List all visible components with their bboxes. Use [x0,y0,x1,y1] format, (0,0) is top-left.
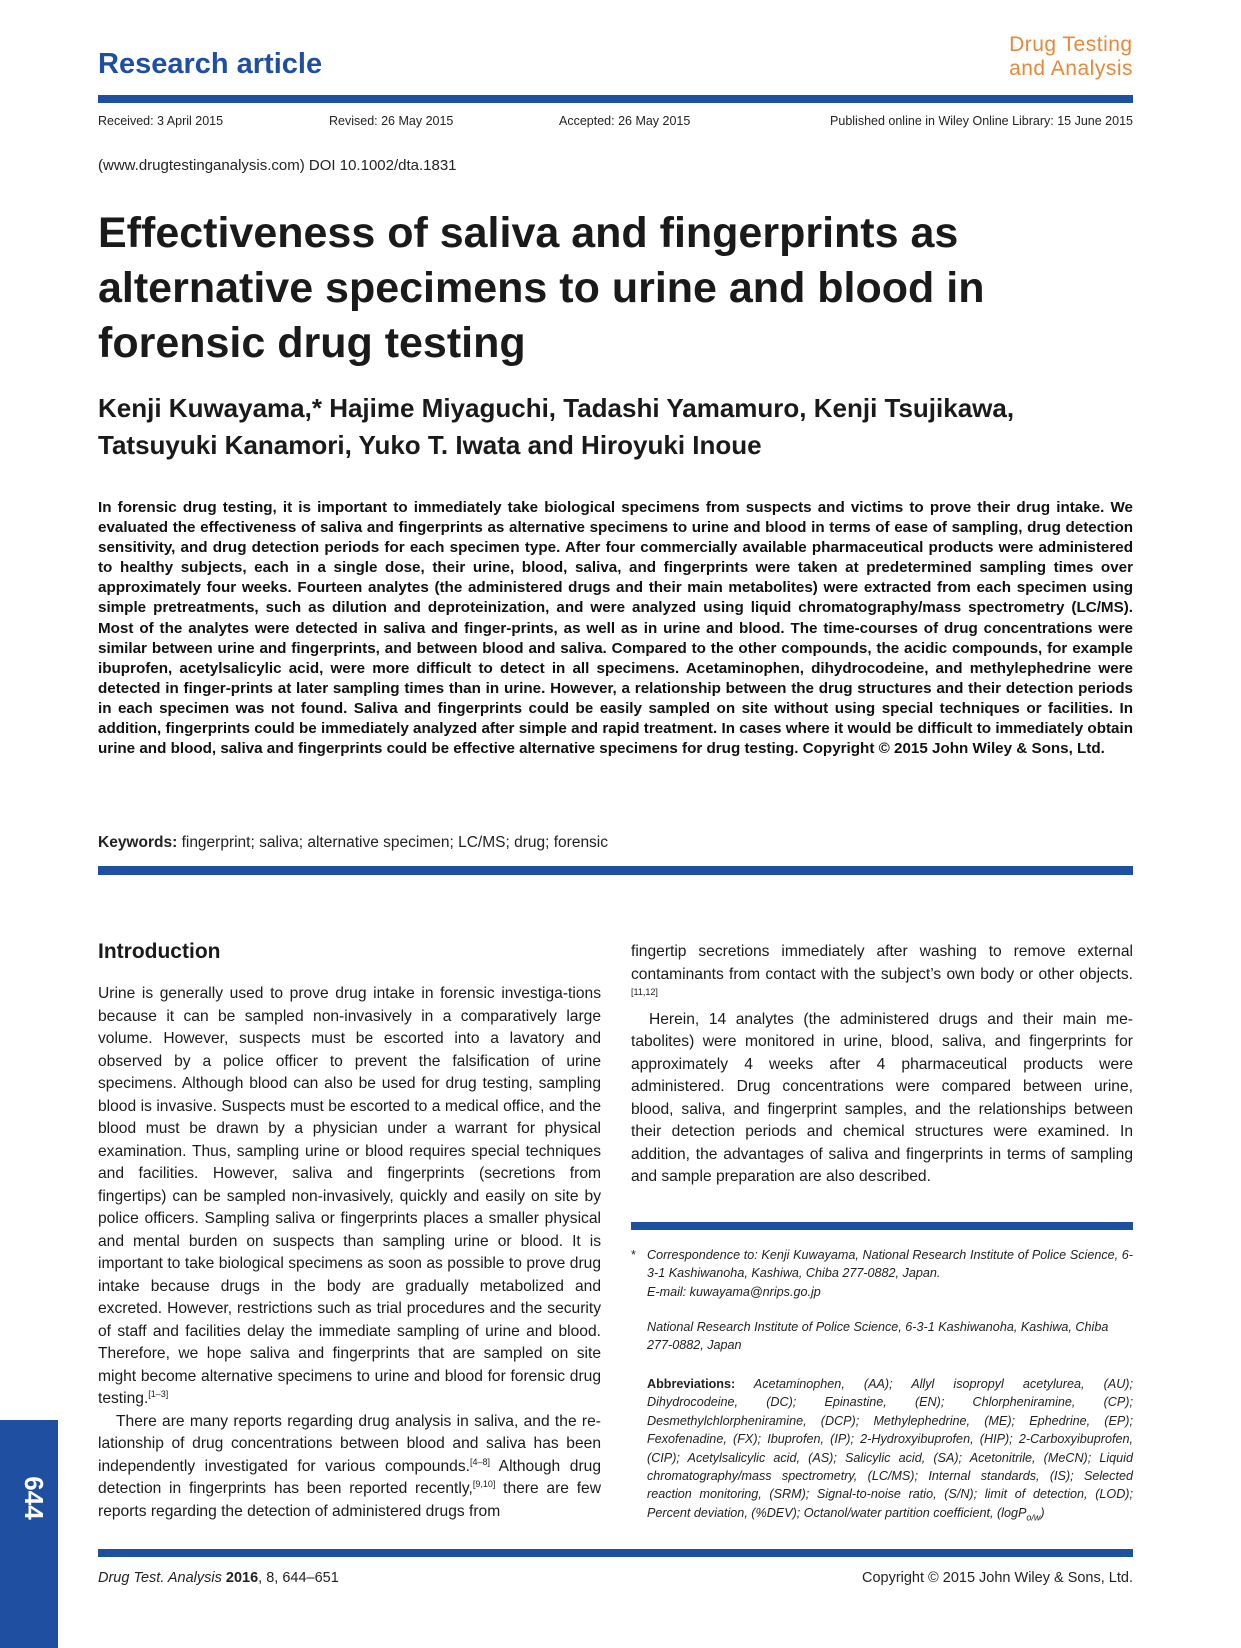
introduction-heading: Introduction [98,940,221,963]
citation: [4–8] [469,1456,490,1467]
footer-rule [98,1549,1133,1557]
intro-paragraph-1: Urine is generally used to prove drug intake in forensic investiga-tions because it can be sampled non-invasively in a comparatively large volume. However, suspects must be escorted into a lavatory and observed by a police officer to prevent the falsification of urine specimens. Although blood can also be used for drug testing, sampling blood is invasive. Suspects must be escorted to a medical office, and the blood must be drawn by a physician under a warrant for physical examination. Thus, sampling urine or blood requires special techniques and facilities. However, saliva and fingerprints (secretions from fingertips) can be sampled non-invasively, quickly and easily on site by police officers. Sampling saliva or fingerprints places a smaller physical and mental burden on suspects than sampling urine or blood. It is important to take biological specimens as soon as possible to prove drug intake because drugs in the body are gradually metabolized and excreted. However, restrictions such as trial procedures and the security of staff and facilities delay the immediate sampling of urine and blood. Therefore, we hope saliva and fingerprints that are sampled on site might become alternative specimens to urine and blood for forensic drug testing.[1–3] [98,985,601,1407]
left-column [98,983,601,1523]
revised-date: Revised: 26 May 2015 [329,114,454,128]
keywords-label: Keywords: [98,834,178,851]
header-rule [98,95,1133,103]
citation: [11,12] [631,986,658,997]
correspondence-email: E-mail: kuwayama@nrips.go.jp [647,1284,821,1299]
footnote-rule [631,1222,1133,1230]
abbreviations-label: Abbreviations: [647,1377,736,1391]
journal-citation [98,1570,339,1586]
institution-note: National Research Institute of Police Science, 6-3-1 Kashiwanoha, Kashiwa, Chiba 277-0882, Japan [647,1320,1109,1353]
intro-paragraph-2: There are many reports regarding drug analysis in saliva, and the re-lationship of drug concentrations between blood and saliva has been independently investigated for various compounds.[4–8] Although drug detection in fingerprints has been reported recently,[9,10] there are few reports regarding the detection of administered drugs from [98,1412,601,1520]
abstract: In forensic drug testing, it is important to immediately take biological specimens from suspects and victims to prove their drug intake. We evaluated the effectiveness of saliva and fingerprints as alternative specimens to urine and blood in terms of ease of sampling, drug detection sensitivity, and drug detection periods for each specimen type. After four commercially available pharmaceutical products were administered to healthy subjects, each in a single dose, their urine, blood, saliva, and fingerprints were taken at predetermined sampling times over approximately four weeks. Fourteen analytes (the administered drugs and their main metabolites) were extracted from each specimen using simple pretreatments, such as dilution and deproteinization, and were analyzed using liquid chromatography/mass spectrometry (LC/MS). Most of the analytes were detected in saliva and finger-prints, as well as in urine and blood. The time-courses of drug concentrations were similar between urine and fingerprints, and between blood and saliva. Compared to the other compounds, the acidic compounds, for example ibuprofen, acetylsalicylic acid, were more difficult to detect in all specimens. Acetaminophen, dihydrocodeine, and methylephedrine were detected in finger-prints at later sampling times than in urine. However, a relationship between the drug structures and their detection periods in each specimen was not found. Saliva and fingerprints could be easily sampled on site without using special techniques or facilities. In addition, fingerprints could be immediately analyzed after simple and rapid treatment. In cases where it would be difficult to immediately obtain urine and blood, saliva and fingerprints could be effective alternative specimens for drug testing. Copyright © 2015 John Wiley & Sons, Ltd. [98,499,1133,758]
journal-logo-line1: Drug Testing [1009,33,1133,56]
journal-logo [1009,33,1133,81]
received-date: Received: 3 April 2015 [98,114,224,128]
correspondence-text: Correspondence to: Kenji Kuwayama, National Research Institute of Police Science, 6-3-1 Kashiwanoha, Kashiwa, Chiba 277-0882, Japan. [647,1248,1133,1281]
footnote-star: * [631,1248,636,1262]
abstract-rule [98,866,1133,875]
keywords [98,834,608,852]
volume-pages: , 8, 644–651 [258,1570,339,1586]
doi-line: (www.drugtestinganalysis.com) DOI 10.1002/dta.1831 [98,157,457,174]
author-list: Kenji Kuwayama,* Hajime Miyaguchi, Tadashi Yamamuro, Kenji Tsujikawa, Tatsuyuki Kanamori, Yuko T. Iwata and Hiroyuki Inoue [98,393,1015,460]
page-number: 644 [19,1476,49,1520]
published-date: Published online in Wiley Online Library: 15 June 2015 [830,114,1133,128]
abbreviations-note: Abbreviations: Acetaminophen, (AA); Allyl isopropyl acetylurea, (AU); Dihydrocodeine, (DC); Epinastine, (EN); Chlorpheniramine, (CP); Desmethylchlorpheniramine, (DCP); Methylephedrine, (ME); Ephedrine, (EP); Fexofenadine, (FX); Ibuprofen, (IP); 2-Hydroxyibuprofen, (HIP); 2-Carboxyibuprofen, (CIP); Acetylsalicylic acid, (AS); Salicylic acid, (SA); Acetonitrile, (MeCN); Liquid chromatography/mass spectrometry, (LC/MS); Internal standards, (IS); Selected reaction monitoring, (SRM); Signal-to-noise ratio, (S/N); limit of detection, (LOD); Percent deviation, (%DEV); Octanol/water partition coefficient, (logP$_{o/w}$) [647,1377,1133,1523]
accepted-date: Accepted: 26 May 2015 [559,114,691,128]
right-column [631,941,1133,1189]
article-title: Effectiveness of saliva and fingerprints as alternative specimens to urine and blood in forensic drug testing [98,209,985,367]
copyright-notice: Copyright © 2015 John Wiley & Sons, Ltd. [861,1570,1133,1586]
journal-logo-line2: and Analysis [1009,57,1133,80]
intro-paragraph-3: Herein, 14 analytes (the administered drugs and their main me-tabolites) were monitored in urine, blood, saliva, and fingerprints for approximately 4 weeks after 4 pharmaceutical products were administered. Drug concentrations were compared between urine, blood, saliva, and fingerprint samples, and the relationships between their detection periods and chemical structures were examined. In addition, the advantages of saliva and fingerprints in terms of sampling and sample preparation are also described. [631,1010,1133,1185]
page-number-tab [0,1420,58,1648]
citation: [1–3] [148,1388,169,1399]
section-label: Research article [98,48,323,80]
correspondence-note [631,1246,1133,1301]
journal-abbrev: Drug Test. Analysis [98,1570,222,1586]
keywords-text: fingerprint; saliva; alternative specimen; LC/MS; drug; forensic [181,834,609,851]
citation: [9,10] [472,1478,496,1489]
intro-paragraph-2-continued: fingertip secretions immediately after washing to remove external contaminants from contact with the subject’s own body or other objects.[11,12] [631,943,1133,997]
citation-year: 2016 [225,1570,259,1586]
